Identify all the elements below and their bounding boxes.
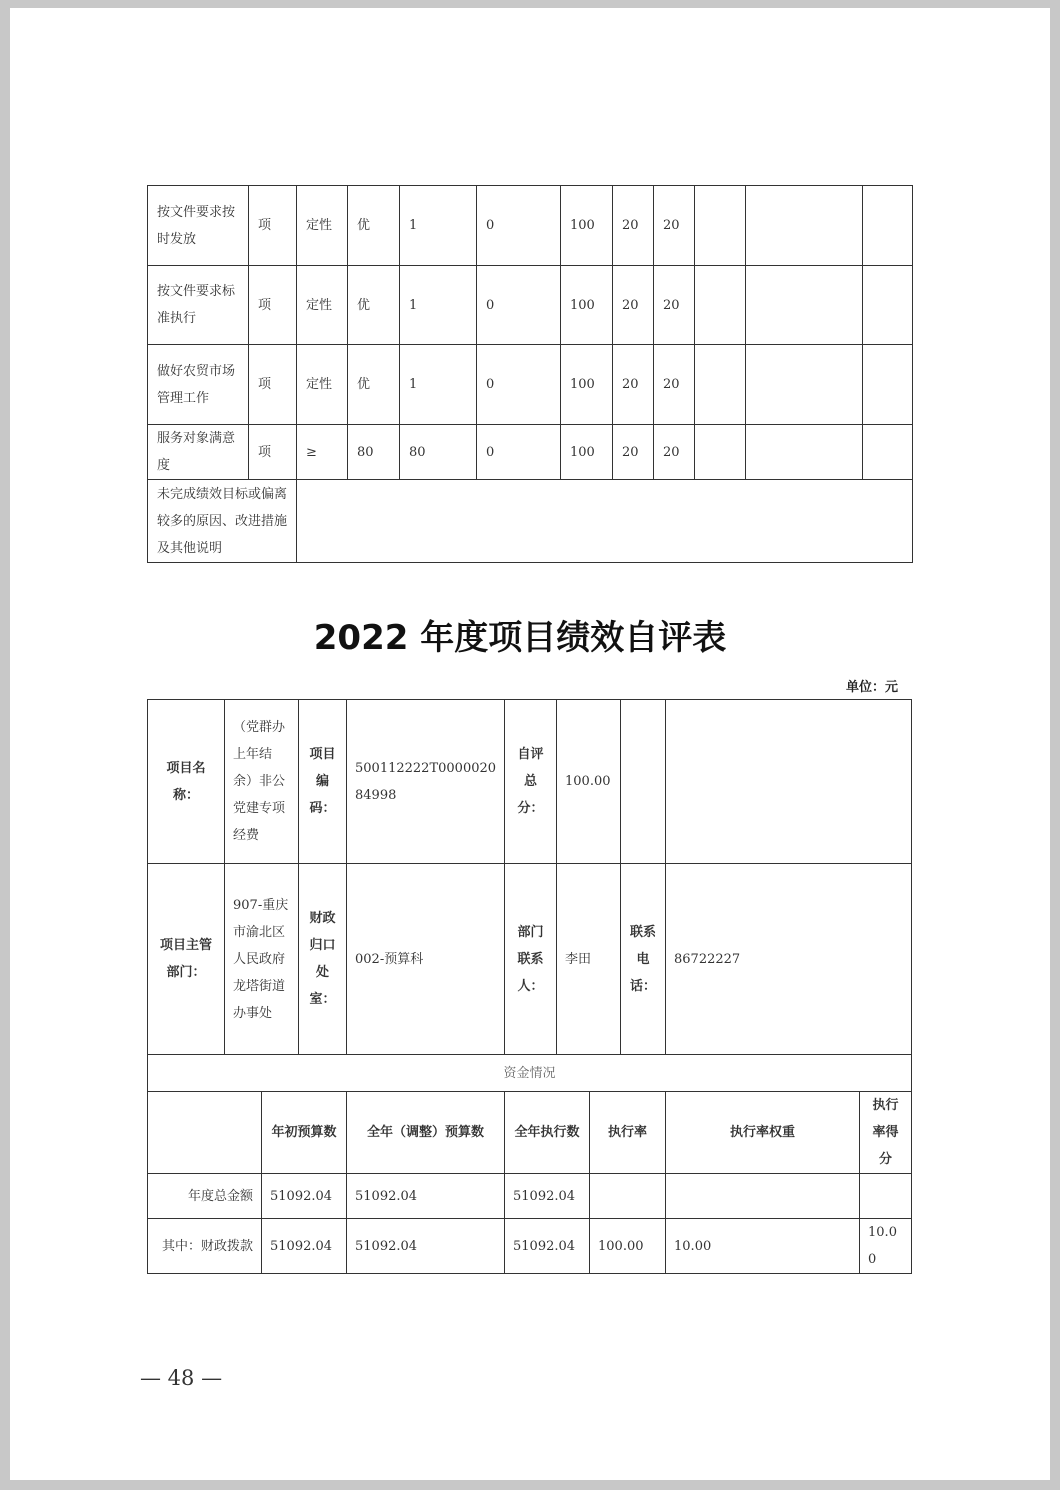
empty-cell xyxy=(863,345,913,425)
indicator-score: 20 xyxy=(654,266,695,345)
indicator-unit: 项 xyxy=(249,266,297,345)
self-score-label: 自评总分： xyxy=(505,700,557,864)
indicator-weight: 20 xyxy=(613,266,654,345)
header-rate-weight: 执行率权重 xyxy=(666,1092,860,1174)
indicator-type: 定性 xyxy=(297,186,348,266)
indicator-type: ≥ xyxy=(297,425,348,480)
project-code-label: 项目编码： xyxy=(299,700,347,864)
indicator-type: 定性 xyxy=(297,345,348,425)
project-name: （党群办上年结余）非公党建专项经费 xyxy=(225,700,299,864)
table-row xyxy=(148,425,913,480)
executed-value: 51092.04 xyxy=(505,1219,590,1274)
indicator-score-pct: 100 xyxy=(561,186,613,266)
indicator-deviation: 0 xyxy=(477,186,561,266)
remark-label: 未完成绩效目标或偏离较多的原因、改进措施及其他说明 xyxy=(148,480,297,563)
rate-score-value xyxy=(860,1174,912,1219)
indicator-target: 优 xyxy=(348,266,400,345)
finance-office: 002-预算科 xyxy=(347,864,505,1055)
rate-value xyxy=(590,1174,666,1219)
row-label: 年度总金额 xyxy=(148,1174,262,1219)
initial-value: 51092.04 xyxy=(262,1174,347,1219)
indicator-deviation: 0 xyxy=(477,345,561,425)
executed-value: 51092.04 xyxy=(505,1174,590,1219)
table-row xyxy=(148,700,912,864)
empty-cell xyxy=(746,186,863,266)
page-title: 2022 年度项目绩效自评表 xyxy=(313,618,727,658)
page-number: — 48 — xyxy=(140,1366,223,1390)
indicator-name: 做好农贸市场管理工作 xyxy=(148,345,249,425)
empty-cell xyxy=(695,186,746,266)
table-row xyxy=(148,186,913,266)
contact: 李田 xyxy=(557,864,621,1055)
header-initial: 年初预算数 xyxy=(262,1092,347,1174)
row-label: 其中：财政拨款 xyxy=(148,1219,262,1274)
indicator-target: 优 xyxy=(348,345,400,425)
table-row xyxy=(148,1174,912,1219)
indicator-name: 按文件要求按时发放 xyxy=(148,186,249,266)
indicator-score-pct: 100 xyxy=(561,425,613,480)
table-row xyxy=(148,345,913,425)
empty-cell xyxy=(746,266,863,345)
header-rate-score: 执行率得分 xyxy=(860,1092,912,1174)
adjusted-value: 51092.04 xyxy=(347,1219,505,1274)
indicator-weight: 20 xyxy=(613,186,654,266)
rate-value: 100.00 xyxy=(590,1219,666,1274)
indicator-unit: 项 xyxy=(249,425,297,480)
empty-cell xyxy=(695,425,746,480)
indicator-score: 20 xyxy=(654,345,695,425)
indicator-target: 优 xyxy=(348,186,400,266)
empty-cell xyxy=(148,1092,262,1174)
empty-cell xyxy=(863,425,913,480)
indicator-type: 定性 xyxy=(297,266,348,345)
indicator-deviation: 0 xyxy=(477,425,561,480)
initial-value: 51092.04 xyxy=(262,1219,347,1274)
indicator-unit: 项 xyxy=(249,345,297,425)
rate-weight-value xyxy=(666,1174,860,1219)
indicator-score: 20 xyxy=(654,186,695,266)
empty-cell xyxy=(863,266,913,345)
indicator-weight: 20 xyxy=(613,425,654,480)
header-executed: 全年执行数 xyxy=(505,1092,590,1174)
indicator-name: 服务对象满意度 xyxy=(148,425,249,480)
header-rate: 执行率 xyxy=(590,1092,666,1174)
empty-cell xyxy=(746,425,863,480)
indicator-unit: 项 xyxy=(249,186,297,266)
performance-indicator-table xyxy=(147,185,913,563)
indicator-actual: 1 xyxy=(400,345,477,425)
indicator-weight: 20 xyxy=(613,345,654,425)
indicator-target: 80 xyxy=(348,425,400,480)
empty-cell xyxy=(695,266,746,345)
rate-weight-value: 10.00 xyxy=(666,1219,860,1274)
table-row xyxy=(148,480,913,563)
adjusted-value: 51092.04 xyxy=(347,1174,505,1219)
self-evaluation-table xyxy=(147,699,912,1274)
table-row xyxy=(148,1055,912,1092)
project-code: 500112222T000002084998 xyxy=(347,700,505,864)
remark-content xyxy=(297,480,913,563)
empty-cell xyxy=(666,700,912,864)
indicator-score-pct: 100 xyxy=(561,345,613,425)
project-name-label: 项目名称： xyxy=(148,700,225,864)
unit-label: 单位：元 xyxy=(846,680,899,695)
indicator-actual: 80 xyxy=(400,425,477,480)
indicator-score-pct: 100 xyxy=(561,266,613,345)
empty-cell xyxy=(621,700,666,864)
table-row xyxy=(148,266,913,345)
funds-section-title: 资金情况 xyxy=(148,1055,912,1092)
indicator-actual: 1 xyxy=(400,186,477,266)
indicator-score: 20 xyxy=(654,425,695,480)
table-row xyxy=(148,1219,912,1274)
rate-score-value: 10.00 xyxy=(860,1219,912,1274)
dept: 907-重庆市渝北区人民政府龙塔街道办事处 xyxy=(225,864,299,1055)
indicator-actual: 1 xyxy=(400,266,477,345)
empty-cell xyxy=(863,186,913,266)
indicator-deviation: 0 xyxy=(477,266,561,345)
table-row xyxy=(148,1092,912,1174)
self-score: 100.00 xyxy=(557,700,621,864)
phone-label: 联系电话： xyxy=(621,864,666,1055)
header-adjusted: 全年（调整）预算数 xyxy=(347,1092,505,1174)
indicator-name: 按文件要求标准执行 xyxy=(148,266,249,345)
contact-label: 部门联系人： xyxy=(505,864,557,1055)
empty-cell xyxy=(746,345,863,425)
dept-label: 项目主管部门： xyxy=(148,864,225,1055)
empty-cell xyxy=(695,345,746,425)
finance-office-label: 财政归口处室： xyxy=(299,864,347,1055)
phone: 86722227 xyxy=(666,864,912,1055)
table-row xyxy=(148,864,912,1055)
